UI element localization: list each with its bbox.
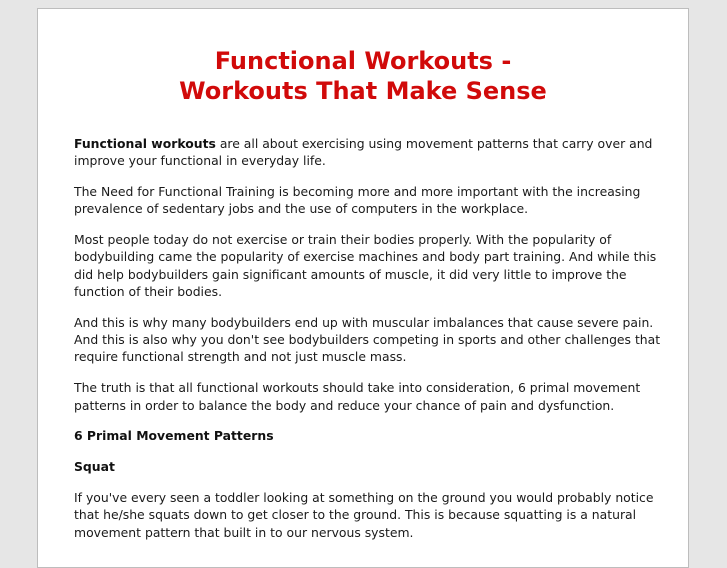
paragraph-need: The Need for Functional Training is becoming more and more important with the increasing prevalence of sedentary jobs and the use of computers in the workplace.: [74, 184, 641, 217]
title-line-2: Workouts That Make Sense: [179, 77, 547, 105]
intro-text: are all about exercising using movement patterns that carry over and improve your functional in everyday life.: [74, 136, 653, 169]
page-title: [38, 46, 688, 106]
paragraph-truth: The truth is that all functional workouts should take into consideration, 6 primal movement patterns in order to balance the body and reduce your chance of pain and dysfunction.: [74, 380, 641, 413]
intro-lead: Functional workouts: [74, 136, 216, 151]
paragraph-bodybuilders: And this is why many bodybuilders end up with muscular imbalances that cause severe pain. And this is also why you don't see bodybuilders competing in sports and other challenges that require functional strength and not just muscle mass.: [74, 314, 661, 365]
intro-paragraph: [74, 135, 664, 170]
section-subheading: Squat: [74, 459, 115, 475]
paragraph-people: Most people today do not exercise or train their bodies properly. With the popularity of bodybuilding came the popularity of exercise machines and body part training. And while this did help bodybuilders gain significant amounts of muscle, it did very little to improve the function of their bodies.: [74, 232, 657, 300]
section-heading: 6 Primal Movement Patterns: [74, 428, 274, 444]
title-line-1: Functional Workouts -: [214, 47, 512, 75]
page-container: [37, 8, 689, 568]
paragraph-squat: If you've every seen a toddler looking at something on the ground you would probably notice that he/she squats down to get closer to the ground. This is because squatting is a natural movement pattern that built in to our nervous system.: [74, 489, 654, 540]
article-body: [74, 135, 664, 554]
